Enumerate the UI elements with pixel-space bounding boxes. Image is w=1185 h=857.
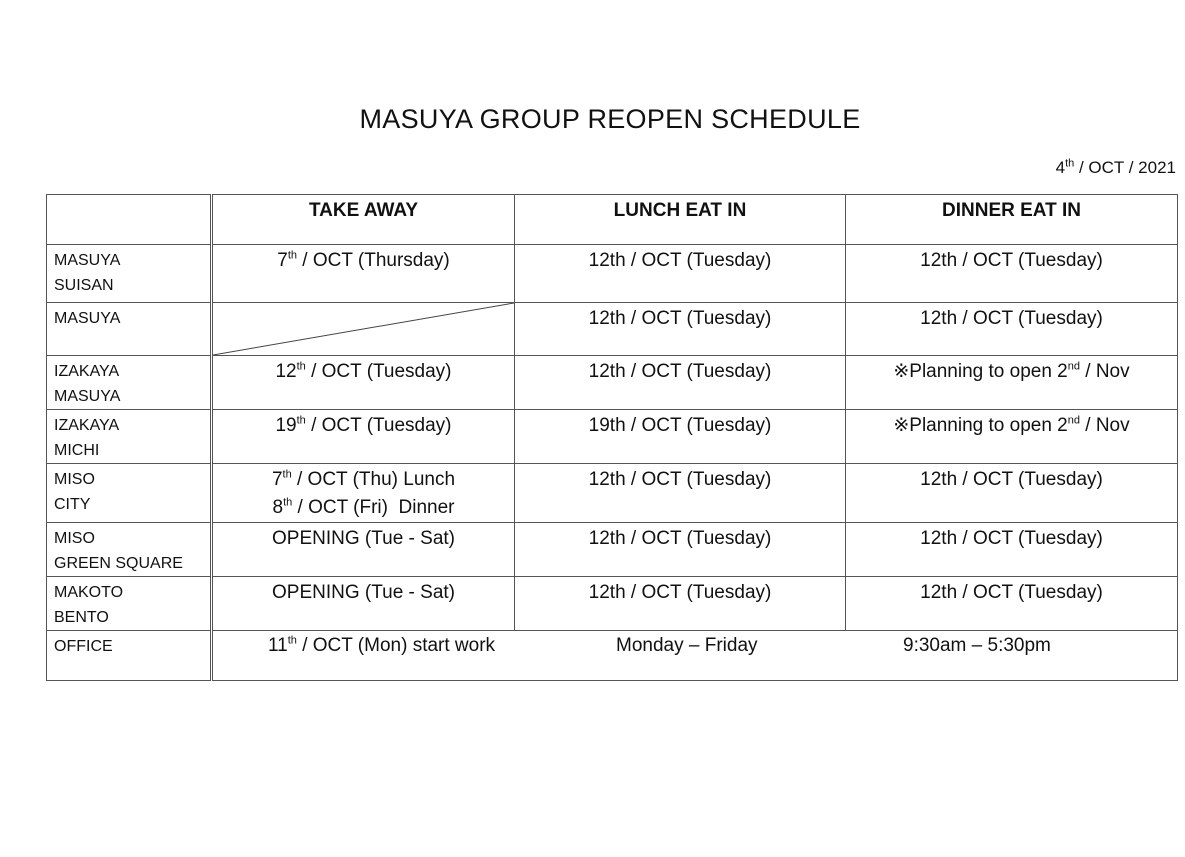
- lunch-date: 12th / OCT (Tuesday): [515, 464, 846, 523]
- table-row: [47, 245, 1178, 303]
- take-away-date: OPENING (Tue - Sat): [212, 523, 515, 577]
- take-away-not-applicable: [212, 303, 515, 356]
- dinner-date: 12th / OCT (Tuesday): [846, 303, 1178, 356]
- document-date: 4th / OCT / 2021: [1055, 157, 1176, 177]
- take-away-date: OPENING (Tue - Sat): [212, 577, 515, 631]
- lunch-date: 19th / OCT (Tuesday): [515, 410, 846, 464]
- restaurant-name: IZAKAYA MASUYA: [47, 356, 212, 410]
- lunch-date: 12th / OCT (Tuesday): [515, 356, 846, 410]
- diagonal-slash: [213, 303, 514, 355]
- document-title: MASUYA GROUP REOPEN SCHEDULE: [359, 104, 861, 134]
- table-row: [47, 303, 1178, 356]
- dinner-date: 12th / OCT (Tuesday): [846, 577, 1178, 631]
- restaurant-name: MASUYA: [47, 303, 212, 356]
- table-row: [47, 464, 1178, 523]
- take-away-date: 7th / OCT (Thu) Lunch 8th / OCT (Fri) Dinner: [212, 464, 515, 523]
- lunch-date: 12th / OCT (Tuesday): [515, 303, 846, 356]
- table-row: [47, 523, 1178, 577]
- take-away-date: 19th / OCT (Tuesday): [212, 410, 515, 464]
- dinner-date: ※Planning to open 2nd / Nov: [846, 410, 1178, 464]
- header-row: [47, 195, 1178, 245]
- table-row: [47, 410, 1178, 464]
- table-row: [47, 356, 1178, 410]
- office-time: 9:30am – 5:30pm: [903, 635, 1051, 656]
- restaurant-name: IZAKAYA MICHI: [47, 410, 212, 464]
- office-name: OFFICE: [47, 631, 212, 681]
- take-away-date: 12th / OCT (Tuesday): [212, 356, 515, 410]
- table-row: [47, 577, 1178, 631]
- schedule-table: [46, 194, 1178, 681]
- office-start-date: 11th / OCT (Mon) start work: [268, 634, 496, 656]
- office-row: [47, 631, 1178, 681]
- restaurant-name: MISO GREEN SQUARE: [47, 523, 212, 577]
- take-away-date: 7th / OCT (Thursday): [212, 245, 515, 303]
- restaurant-name: MASUYA SUISAN: [47, 245, 212, 303]
- dinner-date: 12th / OCT (Tuesday): [846, 245, 1178, 303]
- dinner-date: 12th / OCT (Tuesday): [846, 464, 1178, 523]
- column-header-take-away: TAKE AWAY: [212, 195, 515, 245]
- office-days: Monday – Friday: [616, 635, 758, 656]
- lunch-date: 12th / OCT (Tuesday): [515, 523, 846, 577]
- restaurant-name: MAKOTO BENTO: [47, 577, 212, 631]
- lunch-date: 12th / OCT (Tuesday): [515, 577, 846, 631]
- office-hours: [212, 631, 1178, 681]
- dinner-date: 12th / OCT (Tuesday): [846, 523, 1178, 577]
- column-header-lunch: LUNCH EAT IN: [515, 195, 846, 245]
- dinner-date: ※Planning to open 2nd / Nov: [846, 356, 1178, 410]
- column-header-dinner: DINNER EAT IN: [846, 195, 1178, 245]
- lunch-date: 12th / OCT (Tuesday): [515, 245, 846, 303]
- restaurant-name: MISO CITY: [47, 464, 212, 523]
- corner-cell: [47, 195, 212, 245]
